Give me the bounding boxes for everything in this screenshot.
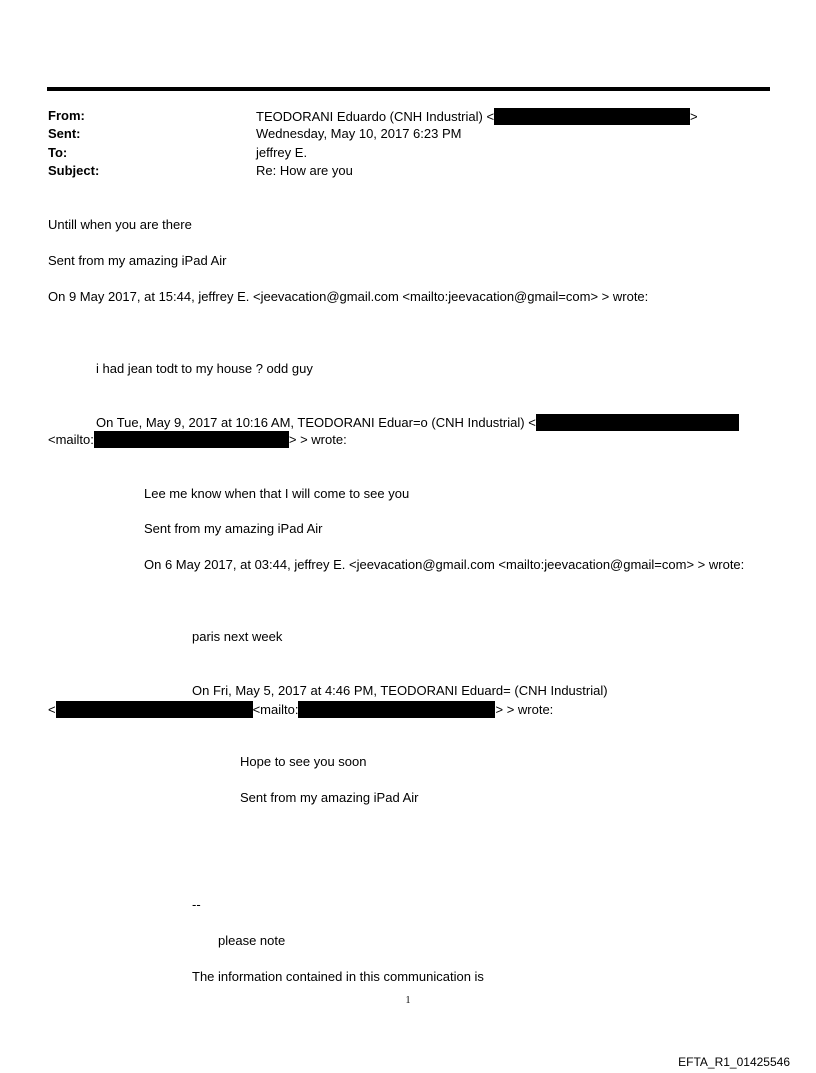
wrote-suffix: > > wrote: (495, 702, 554, 717)
quoted-attribution: On 6 May 2017, at 03:44, jeffrey E. <jeevacation@gmail.com <mailto:jeevacation@gmail=com> > wrote: (144, 557, 745, 572)
sent-label: Sent: (48, 126, 81, 141)
quoted-signature: Sent from my amazing iPad Air (144, 521, 323, 536)
quoted-line: Lee me know when that I will come to see you (144, 486, 410, 501)
quoted-line: paris next week (192, 629, 283, 644)
quoted-line: i had jean todt to my house ? odd guy (96, 361, 313, 376)
redaction-box (298, 701, 495, 718)
sent-value: Wednesday, May 10, 2017 6:23 PM (256, 126, 462, 141)
subject-label: Subject: (48, 163, 100, 178)
quoted-attribution-text: On Tue, May 9, 2017 at 10:16 AM, TEODORANI Eduar=o (CNH Industrial) < (96, 415, 536, 430)
mailto-prefix: <mailto: (252, 702, 299, 717)
redaction-box (536, 414, 739, 431)
lt-prefix: < (48, 702, 56, 717)
to-label: To: (48, 145, 68, 160)
header-rule (47, 87, 770, 91)
wrote-suffix: > > wrote: (288, 432, 347, 447)
to-value: jeffrey E. (256, 145, 308, 160)
subject-value: Re: How are you (256, 163, 353, 178)
quoted-attribution (96, 414, 739, 431)
signature-line: Sent from my amazing iPad Air (48, 253, 227, 268)
body-line: Untill when you are there (48, 217, 192, 232)
from-close: > (690, 109, 698, 124)
from-label: From: (48, 108, 85, 123)
reply-attribution: On 9 May 2017, at 15:44, jeffrey E. <jeevacation@gmail.com <mailto:jeevacation@gmail=com> > wrote: (48, 289, 649, 304)
document-id: EFTA_R1_01425546 (678, 1055, 790, 1069)
redaction-box (56, 701, 253, 718)
from-name: TEODORANI Eduardo (CNH Industrial) < (256, 109, 495, 124)
quoted-attribution: On Fri, May 5, 2017 at 4:46 PM, TEODORANI Eduard= (CNH Industrial) (192, 683, 608, 698)
quoted-line: Hope to see you soon (240, 754, 367, 769)
quoted-attribution-cont (48, 701, 553, 718)
disclaimer-heading: please note (218, 933, 286, 948)
mailto-prefix: <mailto: (48, 432, 94, 447)
signature-separator: -- (192, 897, 201, 912)
page-number: 1 (405, 995, 411, 1006)
from-value (256, 108, 698, 125)
redaction-box (494, 108, 690, 125)
quoted-attribution-cont (48, 431, 347, 448)
disclaimer-text: The information contained in this communication is (192, 969, 484, 984)
redaction-box (94, 431, 289, 448)
quoted-signature: Sent from my amazing iPad Air (240, 790, 419, 805)
